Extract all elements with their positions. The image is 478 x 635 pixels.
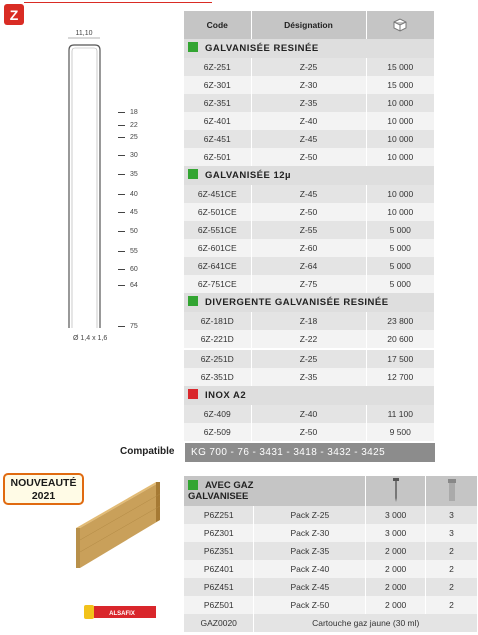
scale-tick: 30	[118, 152, 138, 159]
scale-tick: 45	[118, 209, 138, 216]
quantity-cell: 23 800	[366, 312, 435, 330]
col-designation: Désignation	[251, 11, 366, 39]
table-row	[184, 560, 478, 578]
gas-title-line2: GALVANISEE	[188, 491, 249, 502]
code-cell: 6Z-301	[184, 76, 251, 94]
gas-table-header	[184, 476, 478, 506]
cartridge-qty-cell: 3	[426, 524, 478, 542]
scale-tick: 25	[118, 134, 138, 141]
pack-cell: Pack Z-40	[254, 560, 366, 578]
staple-strip-image	[62, 480, 184, 630]
cartridge-qty-cell: 2	[426, 578, 478, 596]
table-row	[184, 130, 435, 148]
nail-qty-cell: 3 000	[366, 524, 426, 542]
code-cell: P6Z301	[184, 524, 254, 542]
quantity-cell: 5 000	[366, 221, 435, 239]
width-label: 11,10	[75, 30, 93, 37]
nail-qty-cell: 2 000	[366, 542, 426, 560]
pack-cell: Pack Z-35	[254, 542, 366, 560]
quantity-cell: 20 600	[366, 330, 435, 348]
cartridge-qty-cell: 2	[426, 542, 478, 560]
gas-pack-table	[184, 476, 478, 632]
designation-cell: Z-25	[251, 350, 366, 368]
designation-cell: Z-40	[251, 405, 366, 423]
section-header	[184, 166, 435, 185]
box-icon	[391, 16, 409, 32]
scale-tick: 64	[118, 282, 138, 289]
designation-cell: Z-18	[251, 312, 366, 330]
code-cell: P6Z451	[184, 578, 254, 596]
nail-qty-cell: 2 000	[366, 596, 426, 614]
quantity-cell: 10 000	[366, 148, 435, 166]
code-cell: 6Z-751CE	[184, 275, 251, 293]
table-row	[184, 578, 478, 596]
col-cartridge	[426, 476, 478, 506]
scale-tick: 18	[118, 109, 138, 116]
quantity-cell: 9 500	[366, 423, 435, 441]
quantity-cell: 5 000	[366, 239, 435, 257]
table-row	[184, 596, 478, 614]
quantity-cell: 10 000	[366, 203, 435, 221]
compatible-label: Compatible	[120, 446, 175, 457]
quantity-cell: 15 000	[366, 58, 435, 76]
cartridge-qty-cell: 2	[426, 560, 478, 578]
pack-cell: Pack Z-25	[254, 506, 366, 524]
table-row	[184, 203, 435, 221]
quantity-cell: 10 000	[366, 94, 435, 112]
table-row	[184, 542, 478, 560]
designation-cell: Z-50	[251, 203, 366, 221]
table-row	[184, 148, 435, 166]
col-quantity	[366, 11, 435, 39]
code-cell: P6Z501	[184, 596, 254, 614]
section-color-square	[188, 389, 198, 399]
code-cell: 6Z-401	[184, 112, 251, 130]
header-rule	[24, 2, 212, 3]
scale-tick: 35	[118, 171, 138, 178]
nail-qty-cell: 2 000	[366, 560, 426, 578]
designation-cell: Z-40	[251, 112, 366, 130]
gas-cartridge-image	[84, 605, 94, 619]
section-header	[184, 293, 435, 312]
gas-cartridge-icon	[445, 477, 459, 503]
section-title: DIVERGENTE GALVANISÉE RESINÉE	[205, 297, 389, 308]
wire-section-label: Ø 1,4 x 1,6	[73, 335, 108, 342]
table-row	[184, 239, 435, 257]
code-cell: 6Z-409	[184, 405, 251, 423]
quantity-cell: 10 000	[366, 112, 435, 130]
new-year: 2021	[31, 490, 56, 502]
table-row	[184, 312, 435, 330]
designation-cell: Z-64	[251, 257, 366, 275]
code-cell: 6Z-451CE	[184, 185, 251, 203]
table-row	[184, 257, 435, 275]
scale-tick: 50	[118, 228, 138, 235]
designation-cell: Z-60	[251, 239, 366, 257]
table-row	[184, 94, 435, 112]
designation-cell: Z-45	[251, 185, 366, 203]
nail-icon	[391, 477, 401, 503]
code-cell: P6Z401	[184, 560, 254, 578]
quantity-cell: 5 000	[366, 257, 435, 275]
table-row	[184, 275, 435, 293]
code-cell: 6Z-251D	[184, 350, 251, 368]
code-cell: P6Z351	[184, 542, 254, 560]
pack-cell: Pack Z-45	[254, 578, 366, 596]
cartridge-qty-cell: 2	[426, 596, 478, 614]
code-cell: 6Z-509	[184, 423, 251, 441]
quantity-cell: 5 000	[366, 275, 435, 293]
table-row	[184, 350, 435, 368]
compatible-models: KG 700 - 76 - 3431 - 3418 - 3432 - 3425	[185, 443, 435, 462]
code-cell: 6Z-351D	[184, 368, 251, 386]
gas-title-line1: AVEC GAZ	[205, 480, 254, 491]
code-cell: 6Z-251	[184, 58, 251, 76]
code-cell: 6Z-181D	[184, 312, 251, 330]
nail-qty-cell: 3 000	[366, 506, 426, 524]
section-header	[184, 386, 435, 405]
code-cell: 6Z-551CE	[184, 221, 251, 239]
table-header	[184, 11, 435, 39]
col-nail	[366, 476, 426, 506]
section-header	[184, 39, 435, 58]
quantity-cell: 10 000	[366, 185, 435, 203]
col-code: Code	[184, 11, 251, 39]
cartridge-qty-cell: 3	[426, 506, 478, 524]
scale-tick: 40	[118, 191, 138, 198]
designation-cell: Z-50	[251, 148, 366, 166]
section-color-square	[188, 42, 198, 52]
code-cell: GAZ0020	[184, 614, 254, 632]
section-title: GALVANISÉE RESINÉE	[205, 43, 319, 54]
section-title: GALVANISÉE 12µ	[205, 170, 292, 181]
designation-cell: Z-30	[251, 76, 366, 94]
scale-tick: 60	[118, 266, 138, 273]
designation-cell: Z-22	[251, 330, 366, 348]
section-title: INOX A2	[205, 390, 247, 401]
pack-cell: Pack Z-30	[254, 524, 366, 542]
code-cell: 6Z-451	[184, 130, 251, 148]
section-color-square	[188, 296, 198, 306]
code-cell: 6Z-501CE	[184, 203, 251, 221]
table-row	[184, 185, 435, 203]
scale-tick: 22	[118, 122, 138, 129]
designation-cell: Z-25	[251, 58, 366, 76]
table-row	[184, 221, 435, 239]
table-row	[184, 614, 478, 632]
scale-tick: 55	[118, 248, 138, 255]
gas-section-title	[184, 476, 366, 506]
designation-cell: Z-55	[251, 221, 366, 239]
designation-cell: Z-50	[251, 423, 366, 441]
section-color-square	[188, 169, 198, 179]
table-row	[184, 76, 435, 94]
designation-cell: Z-35	[251, 368, 366, 386]
code-cell: 6Z-641CE	[184, 257, 251, 275]
code-cell: P6Z251	[184, 506, 254, 524]
code-cell: 6Z-221D	[184, 330, 251, 348]
quantity-cell: 12 700	[366, 368, 435, 386]
category-badge: Z	[4, 4, 24, 25]
code-cell: 6Z-501	[184, 148, 251, 166]
table-row	[184, 368, 435, 386]
nail-qty-cell: 2 000	[366, 578, 426, 596]
table-row	[184, 330, 435, 348]
quantity-cell: 10 000	[366, 130, 435, 148]
code-cell: 6Z-351	[184, 94, 251, 112]
designation-cell: Cartouche gaz jaune (30 ml)	[254, 614, 478, 632]
table-row	[184, 506, 478, 524]
product-table	[184, 11, 435, 441]
quantity-cell: 11 100	[366, 405, 435, 423]
new-label: NOUVEAUTÉ	[10, 477, 77, 489]
code-cell: 6Z-601CE	[184, 239, 251, 257]
quantity-cell: 17 500	[366, 350, 435, 368]
scale-tick: 75	[118, 323, 138, 330]
table-row	[184, 524, 478, 542]
table-row	[184, 423, 435, 441]
designation-cell: Z-35	[251, 94, 366, 112]
designation-cell: Z-45	[251, 130, 366, 148]
table-row	[184, 58, 435, 76]
pack-cell: Pack Z-50	[254, 596, 366, 614]
table-row	[184, 405, 435, 423]
table-row	[184, 112, 435, 130]
section-color-square	[188, 480, 198, 490]
staple-diagram	[55, 28, 115, 344]
quantity-cell: 15 000	[366, 76, 435, 94]
brand-label: ALSAFIX	[109, 611, 135, 617]
designation-cell: Z-75	[251, 275, 366, 293]
